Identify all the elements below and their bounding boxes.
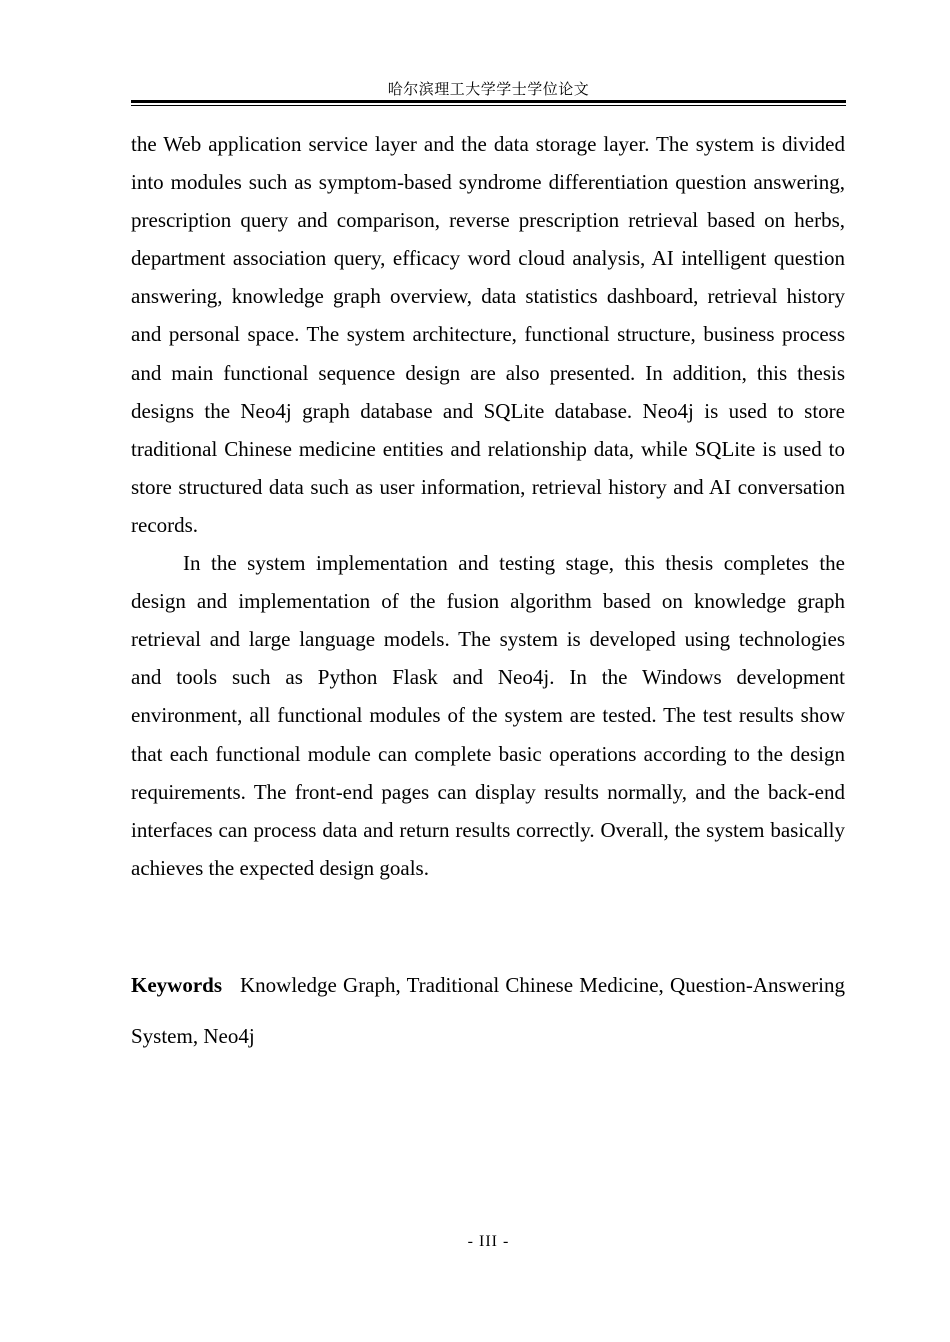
header-rule-thick: [131, 100, 846, 103]
keywords-text: Knowledge Graph, Traditional Chinese Medicine, Question-Answering System, Neo4j: [131, 973, 845, 1048]
header-rule-thin: [131, 105, 846, 106]
abstract-body: [131, 125, 845, 887]
keywords-block: [131, 960, 845, 1062]
keywords-label: Keywords: [131, 973, 222, 997]
running-header: 哈尔滨理工大学学士学位论文: [387, 80, 590, 98]
paragraph-implementation: In the system implementation and testing stage, this thesis completes the design and implementation of the fusion algorithm based on knowledge graph retrieval and large language models. The system is developed using technologies and tools such as Python Flask and Neo4j. In the Windows development environment, all functional modules of the system are tested. The test results show that each functional module can complete basic operations according to the design requirements. The front-end pages can display results normally, and the back-end interfaces can process data and return results correctly. Overall, the system basically achieves the expected design goals.: [131, 551, 845, 880]
page-number: - III -: [467, 1233, 510, 1250]
paragraph-continued: the Web application service layer and the data storage layer. The system is divided into modules such as symptom-based syndrome differentiation question answering, prescription query and comparison, reverse prescription retrieval based on herbs, department association query, efficacy word cloud analysis, AI intelligent question answering, knowledge graph overview, data statistics dashboard, retrieval history and personal space. The system architecture, functional structure, business process and main functional sequence design are also presented. In addition, this thesis designs the Neo4j graph database and SQLite database. Neo4j is used to store traditional Chinese medicine entities and relationship data, while SQLite is used to store structured data such as user information, retrieval history and AI conversation records.: [131, 132, 845, 537]
